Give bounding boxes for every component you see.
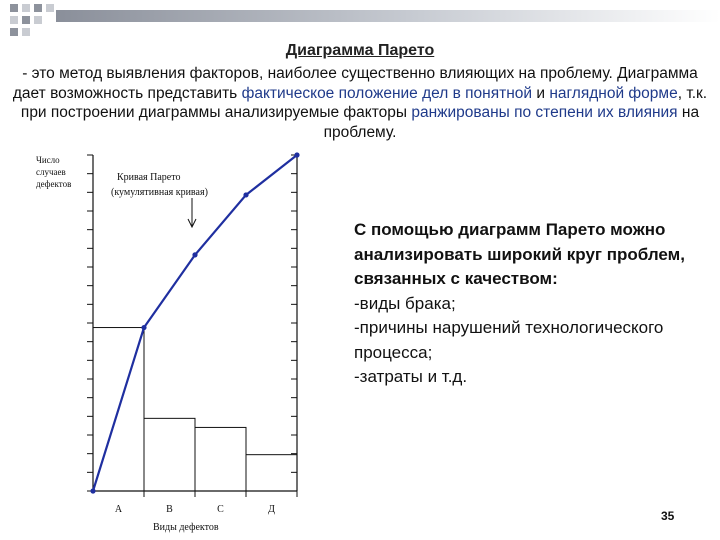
side-heading: С помощью диаграмм Парето можно анализировать широкий круг проблем, связанных с качеством: bbox=[354, 220, 685, 288]
intro-part-2: и bbox=[532, 84, 550, 102]
bar-В bbox=[144, 418, 195, 491]
intro-part-0: - это метод выявления факторов, наиболее существенно влияющих на проблему. Диаграмма дает возможность представить bbox=[12, 65, 698, 102]
x-tick-label-А: А bbox=[114, 504, 123, 515]
side-item-2: -причины нарушений технологического процесса; bbox=[354, 318, 664, 362]
intro-part-6: на проблему. bbox=[323, 104, 700, 141]
x-tick-label-Д: Д bbox=[268, 504, 275, 515]
x-tick-label-С: С bbox=[217, 504, 224, 515]
bar-С bbox=[195, 427, 246, 491]
side-item-3: -затраты и т.д. bbox=[354, 367, 468, 386]
intro-part-1: фактическое положение дел в понятной bbox=[241, 84, 533, 102]
y-axis-label-tspan: случаев bbox=[36, 167, 66, 177]
pareto-curve-point-0 bbox=[90, 488, 95, 493]
curve-annotation-arrow bbox=[188, 198, 196, 227]
slide-title: Диаграмма Парето bbox=[285, 42, 435, 59]
pareto-curve-point-2 bbox=[192, 252, 197, 257]
x-tick-label-В: В bbox=[166, 504, 173, 515]
pareto-curve-point-1 bbox=[141, 325, 146, 330]
x-axis-label: Виды дефектов bbox=[153, 522, 219, 533]
pareto-curve-label-line1: Кривая Парето bbox=[117, 172, 181, 183]
intro-part-4: , т.к. при построении диаграммы анализируемые факторы bbox=[20, 84, 708, 121]
pareto-curve-point-3 bbox=[243, 192, 248, 197]
y-axis-label-line1 bbox=[36, 155, 71, 189]
intro-part-3: наглядной форме bbox=[549, 84, 678, 102]
pareto-curve-label-line2: (кумулятивная кривая) bbox=[111, 187, 208, 198]
pareto-curve-point-4 bbox=[294, 152, 299, 157]
y-axis-label-tspan: дефектов bbox=[36, 179, 72, 189]
bar-Д bbox=[246, 455, 297, 491]
side-text-block bbox=[354, 218, 704, 390]
page-number: 35 bbox=[661, 509, 675, 523]
intro-part-5: ранжированы по степени их влияния bbox=[411, 104, 678, 121]
y-axis-label-tspan: Число bbox=[36, 155, 60, 165]
pareto-curve-label bbox=[111, 172, 208, 198]
side-item-1: -виды брака; bbox=[354, 293, 456, 313]
